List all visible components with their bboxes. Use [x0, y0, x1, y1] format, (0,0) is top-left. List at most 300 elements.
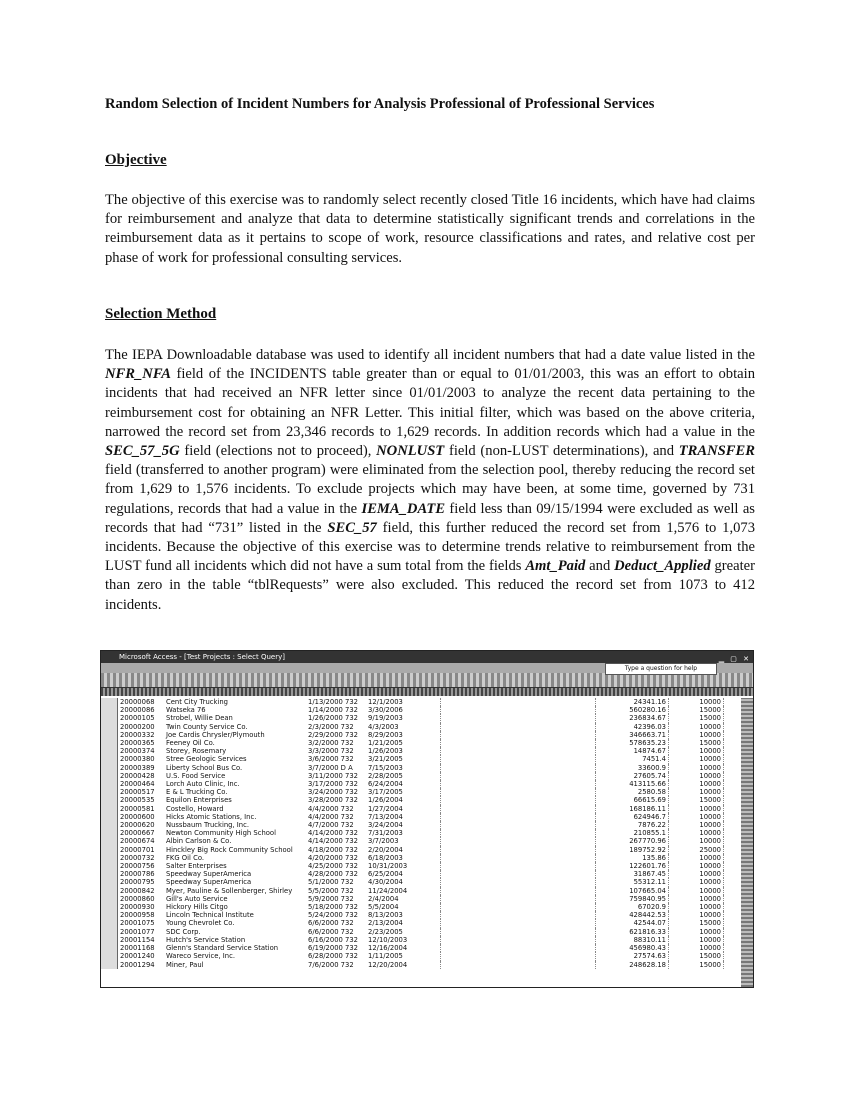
- table-cell: 20000086: [120, 706, 155, 715]
- table-cell: [441, 714, 596, 722]
- row-selector: [101, 887, 118, 895]
- row-selector: [101, 780, 118, 788]
- table-cell: Nussbaum Trucking, Inc.: [166, 821, 250, 830]
- table-cell: 20000860: [120, 894, 155, 903]
- table-cell: 10000: [669, 878, 724, 886]
- row-selector: [101, 919, 118, 927]
- table-cell: 210855.1: [596, 829, 669, 837]
- window-controls: ▁ ▢ ✕: [718, 655, 751, 663]
- table-cell: U.S. Food Service: [166, 771, 226, 780]
- table-cell: [441, 837, 596, 845]
- table-cell: 3/17/2000 732: [308, 780, 358, 789]
- table-cell: 413115.66: [596, 780, 669, 788]
- table-cell: 42396.03: [596, 723, 669, 731]
- table-cell: 10000: [669, 870, 724, 878]
- table-cell: 6/18/2003: [368, 853, 403, 862]
- table-cell: 10000: [669, 911, 724, 919]
- column-header-row: [101, 688, 753, 696]
- table-row: [101, 862, 724, 870]
- table-cell: 10000: [669, 764, 724, 772]
- table-cell: 4/20/2000 732: [308, 853, 358, 862]
- table-cell: 10000: [669, 731, 724, 739]
- table-cell: Newton Community High School: [166, 829, 276, 838]
- row-selector: [101, 961, 118, 969]
- table-cell: 20001240: [120, 952, 155, 961]
- table-cell: Albin Carlson & Co.: [166, 837, 232, 846]
- table-cell: 20001168: [120, 944, 155, 953]
- table-cell: [441, 796, 596, 804]
- table-cell: 20000786: [120, 870, 155, 879]
- table-cell: 31867.45: [596, 870, 669, 878]
- table-row: [101, 887, 724, 895]
- table-cell: [441, 903, 596, 911]
- table-cell: 10000: [669, 936, 724, 944]
- query-results-table: [101, 698, 724, 969]
- table-cell: 20000389: [120, 763, 155, 772]
- table-row: [101, 952, 724, 960]
- table-cell: 27574.63: [596, 952, 669, 960]
- table-cell: 2/23/2005: [368, 927, 403, 936]
- row-selector: [101, 952, 118, 960]
- row-selector: [101, 936, 118, 944]
- table-cell: 7/31/2003: [368, 829, 403, 838]
- table-cell: 20000958: [120, 911, 155, 920]
- table-cell: 15000: [669, 739, 724, 747]
- table-cell: 6/24/2004: [368, 780, 403, 789]
- table-row: [101, 837, 724, 845]
- table-cell: 10000: [669, 813, 724, 821]
- table-cell: [441, 780, 596, 788]
- table-cell: 3/7/2000 D A: [308, 763, 353, 772]
- table-cell: 20000756: [120, 862, 155, 871]
- table-cell: 9/19/2003: [368, 714, 403, 723]
- row-selector: [101, 739, 118, 747]
- table-cell: 10/31/2003: [368, 862, 408, 871]
- table-cell: 1/11/2005: [368, 952, 403, 961]
- table-row: [101, 747, 724, 755]
- table-cell: 20001075: [120, 919, 155, 928]
- field-name: Amt_Paid: [525, 558, 586, 575]
- table-cell: 20000674: [120, 837, 155, 846]
- table-cell: 1/21/2005: [368, 739, 403, 748]
- row-selector: [101, 723, 118, 731]
- table-cell: 2/29/2000 732: [308, 730, 358, 739]
- table-row: [101, 780, 724, 788]
- table-cell: 7/15/2003: [368, 763, 403, 772]
- table-cell: 122601.76: [596, 862, 669, 870]
- table-cell: 8/13/2003: [368, 911, 403, 920]
- table-cell: 3/6/2000 732: [308, 755, 354, 764]
- table-cell: 4/18/2000 732: [308, 845, 358, 854]
- table-cell: Twin County Service Co.: [166, 722, 248, 731]
- field-name: SEC_57: [327, 519, 377, 536]
- table-cell: 189752.92: [596, 846, 669, 854]
- table-cell: 12/1/2003: [368, 698, 403, 706]
- table-cell: 4/25/2000 732: [308, 862, 358, 871]
- table-cell: 6/19/2000 732: [308, 944, 358, 953]
- row-selector: [101, 928, 118, 936]
- table-cell: [441, 895, 596, 903]
- table-cell: 624946.7: [596, 813, 669, 821]
- table-cell: 55312.11: [596, 878, 669, 886]
- table-cell: Storey, Rosemary: [166, 747, 227, 756]
- table-cell: 5/5/2004: [368, 903, 399, 912]
- table-cell: Hicks Atomic Stations, Inc.: [166, 812, 257, 821]
- table-cell: 20000581: [120, 804, 155, 813]
- table-cell: 10000: [669, 780, 724, 788]
- row-selector: [101, 772, 118, 780]
- table-cell: 135.86: [596, 854, 669, 862]
- table-row: [101, 706, 724, 714]
- row-selector: [101, 764, 118, 772]
- table-cell: 7876.22: [596, 821, 669, 829]
- field-name: TRANSFER: [678, 443, 755, 460]
- table-cell: Hickory Hills Citgo: [166, 903, 228, 912]
- table-cell: [441, 878, 596, 886]
- table-row: [101, 772, 724, 780]
- table-row: [101, 739, 724, 747]
- table-cell: [441, 911, 596, 919]
- table-cell: 168186.11: [596, 805, 669, 813]
- table-cell: 346663.71: [596, 731, 669, 739]
- table-cell: 10000: [669, 895, 724, 903]
- table-cell: 15000: [669, 706, 724, 714]
- table-cell: 4/3/2003: [368, 722, 399, 731]
- row-selector: [101, 747, 118, 755]
- table-cell: [441, 764, 596, 772]
- table-cell: 10000: [669, 928, 724, 936]
- row-selector: [101, 698, 118, 706]
- table-cell: 3/21/2005: [368, 755, 403, 764]
- row-selector: [101, 870, 118, 878]
- table-cell: [441, 813, 596, 821]
- table-cell: 20000380: [120, 755, 155, 764]
- table-row: [101, 961, 724, 969]
- table-cell: 560280.16: [596, 706, 669, 714]
- table-row: [101, 755, 724, 763]
- table-cell: [441, 788, 596, 796]
- table-cell: 20000517: [120, 788, 155, 797]
- table-cell: 6/6/2000 732: [308, 919, 354, 928]
- table-cell: 107665.04: [596, 887, 669, 895]
- table-cell: 20001294: [120, 960, 155, 969]
- table-row: [101, 919, 724, 927]
- table-cell: [441, 739, 596, 747]
- row-selector: [101, 796, 118, 804]
- table-cell: 2/4/2004: [368, 894, 399, 903]
- table-row: [101, 805, 724, 813]
- table-cell: 4/4/2000 732: [308, 804, 354, 813]
- table-cell: 6/28/2000 732: [308, 952, 358, 961]
- toolbar: [101, 673, 753, 688]
- table-cell: 12/16/2004: [368, 944, 408, 953]
- table-row: [101, 788, 724, 796]
- table-row: [101, 944, 724, 952]
- table-cell: 10000: [669, 887, 724, 895]
- table-cell: 3/24/2000 732: [308, 788, 358, 797]
- table-cell: 66615.69: [596, 796, 669, 804]
- table-cell: Joe Cardis Chrysler/Plymouth: [166, 730, 265, 739]
- table-cell: 7/6/2000 732: [308, 960, 354, 969]
- table-cell: Miner, Paul: [166, 960, 204, 969]
- table-cell: 10000: [669, 755, 724, 763]
- table-cell: Lorch Auto Clinic, Inc.: [166, 780, 240, 789]
- row-selector: [101, 829, 118, 837]
- table-cell: [441, 698, 596, 706]
- table-cell: [441, 928, 596, 936]
- table-cell: 456980.43: [596, 944, 669, 952]
- table-cell: Speedway SuperAmerica: [166, 870, 252, 879]
- table-cell: Lincoln Technical Institute: [166, 911, 254, 920]
- table-cell: 20000365: [120, 739, 155, 748]
- page-title: Random Selection of Incident Numbers for Analysis Professional of Professional Services: [105, 96, 655, 112]
- objective-heading: Objective: [105, 152, 167, 168]
- table-cell: [441, 961, 596, 969]
- table-row: [101, 870, 724, 878]
- row-selector: [101, 878, 118, 886]
- table-cell: [441, 887, 596, 895]
- table-row: [101, 731, 724, 739]
- row-selector: [101, 911, 118, 919]
- table-cell: 2/3/2000 732: [308, 722, 354, 731]
- table-cell: 20000795: [120, 878, 155, 887]
- table-row: [101, 764, 724, 772]
- table-cell: [441, 944, 596, 952]
- query-screenshot: [100, 650, 754, 988]
- table-cell: 759840.95: [596, 895, 669, 903]
- table-cell: 88310.11: [596, 936, 669, 944]
- window-title: Microsoft Access - [Test Projects : Select Query]: [119, 653, 285, 661]
- table-cell: [441, 772, 596, 780]
- table-cell: Myer, Pauline & Sollenberger, Shirley: [166, 886, 293, 895]
- row-selector: [101, 805, 118, 813]
- table-cell: [441, 747, 596, 755]
- table-cell: 3/17/2005: [368, 788, 403, 797]
- table-cell: 4/7/2000 732: [308, 821, 354, 830]
- table-cell: 10000: [669, 854, 724, 862]
- table-cell: 3/3/2000 732: [308, 747, 354, 756]
- row-selector: [101, 731, 118, 739]
- table-row: [101, 829, 724, 837]
- table-cell: 248628.18: [596, 961, 669, 969]
- table-cell: 10000: [669, 829, 724, 837]
- table-cell: [441, 846, 596, 854]
- field-name: SEC_57_5G: [105, 443, 180, 460]
- table-cell: 24341.16: [596, 698, 669, 706]
- table-cell: Hinckley Big Rock Community School: [166, 845, 293, 854]
- table-cell: Liberty School Bus Co.: [166, 763, 243, 772]
- table-cell: 236834.67: [596, 714, 669, 722]
- table-row: [101, 911, 724, 919]
- row-selector: [101, 821, 118, 829]
- selection-method-heading: Selection Method: [105, 306, 217, 322]
- table-cell: 8/29/2003: [368, 730, 403, 739]
- table-cell: [441, 829, 596, 837]
- table-cell: 4/4/2000 732: [308, 812, 354, 821]
- table-cell: 578635.23: [596, 739, 669, 747]
- table-cell: 2/28/2005: [368, 771, 403, 780]
- table-row: [101, 903, 724, 911]
- table-cell: 20000701: [120, 845, 155, 854]
- table-cell: 10000: [669, 903, 724, 911]
- table-row: [101, 895, 724, 903]
- table-cell: 20000464: [120, 780, 155, 789]
- row-selector: [101, 895, 118, 903]
- row-selector: [101, 837, 118, 845]
- table-cell: 4/14/2000 732: [308, 829, 358, 838]
- table-cell: 6/25/2004: [368, 870, 403, 879]
- row-selector: [101, 788, 118, 796]
- table-cell: [441, 862, 596, 870]
- table-cell: 11/24/2004: [368, 886, 408, 895]
- table-cell: 6/6/2000 732: [308, 927, 354, 936]
- table-cell: 12/10/2003: [368, 935, 408, 944]
- table-cell: 20000535: [120, 796, 155, 805]
- field-name: NFR_NFA: [105, 366, 171, 383]
- table-row: [101, 813, 724, 821]
- table-cell: 20000732: [120, 853, 155, 862]
- table-cell: 20000667: [120, 829, 155, 838]
- table-cell: [441, 854, 596, 862]
- help-search-box: Type a question for help: [605, 663, 717, 675]
- table-cell: 1/26/2004: [368, 796, 403, 805]
- table-row: [101, 796, 724, 804]
- table-cell: 5/9/2000 732: [308, 894, 354, 903]
- objective-paragraph: The objective of this exercise was to randomly select recently closed Title 16 incidents, which have had claims for reimbursement and analyze that data to determine statistically significant trends and correlations in the reimbursement data as it pertains to scope of work, resource classifications and rates, and relative cost per phase of work for professional consulting services.: [105, 192, 755, 266]
- table-cell: 3/7/2003: [368, 837, 399, 846]
- field-name: NONLUST: [376, 443, 445, 460]
- table-cell: 67020.9: [596, 903, 669, 911]
- table-cell: 15000: [669, 961, 724, 969]
- table-cell: [441, 936, 596, 944]
- table-cell: 15000: [669, 796, 724, 804]
- table-cell: 3/24/2004: [368, 821, 403, 830]
- table-cell: 3/11/2000 732: [308, 771, 358, 780]
- window-titlebar: [101, 651, 753, 663]
- table-cell: Glenn's Standard Service Station: [166, 944, 279, 953]
- table-row: [101, 854, 724, 862]
- table-cell: 1/14/2000 732: [308, 706, 358, 715]
- table-cell: 621816.33: [596, 928, 669, 936]
- table-cell: 5/18/2000 732: [308, 903, 358, 912]
- table-cell: [441, 755, 596, 763]
- table-row: [101, 878, 724, 886]
- table-cell: [441, 723, 596, 731]
- table-cell: 10000: [669, 805, 724, 813]
- row-selector: [101, 846, 118, 854]
- table-cell: 10000: [669, 862, 724, 870]
- table-cell: 10000: [669, 944, 724, 952]
- table-cell: 20000620: [120, 821, 155, 830]
- field-name: IEMA_DATE: [361, 500, 446, 517]
- table-cell: 2/13/2004: [368, 919, 403, 928]
- table-row: [101, 714, 724, 722]
- table-cell: Cent City Trucking: [166, 698, 228, 706]
- table-cell: Gill's Auto Service: [166, 894, 228, 903]
- table-cell: [441, 952, 596, 960]
- table-cell: Feeney Oil Co.: [166, 739, 215, 748]
- table-cell: 1/26/2000 732: [308, 714, 358, 723]
- table-cell: Salter Enterprises: [166, 862, 227, 871]
- table-cell: 10000: [669, 837, 724, 845]
- table-cell: 27605.74: [596, 772, 669, 780]
- table-cell: Watseka 76: [166, 706, 206, 715]
- table-cell: 20000374: [120, 747, 155, 756]
- table-cell: Strobel, Willie Dean: [166, 714, 233, 723]
- table-cell: 4/30/2004: [368, 878, 403, 887]
- table-row: [101, 928, 724, 936]
- table-cell: 14874.67: [596, 747, 669, 755]
- row-selector: [101, 706, 118, 714]
- table-cell: 3/28/2000 732: [308, 796, 358, 805]
- table-cell: Costello, Howard: [166, 804, 224, 813]
- table-cell: FKG Oil Co.: [166, 853, 205, 862]
- table-cell: 20000600: [120, 812, 155, 821]
- table-cell: 10000: [669, 723, 724, 731]
- table-cell: Equilon Enterprises: [166, 796, 232, 805]
- table-row: [101, 723, 724, 731]
- table-cell: 7/13/2004: [368, 812, 403, 821]
- table-cell: 5/5/2000 732: [308, 886, 354, 895]
- table-cell: 10000: [669, 698, 724, 706]
- table-cell: 3/2/2000 732: [308, 739, 354, 748]
- table-cell: 15000: [669, 714, 724, 722]
- table-cell: SDC Corp.: [166, 927, 201, 936]
- menu-bar: [101, 663, 753, 673]
- table-cell: [441, 870, 596, 878]
- table-cell: 10000: [669, 788, 724, 796]
- table-cell: 10000: [669, 821, 724, 829]
- table-cell: 25000: [669, 846, 724, 854]
- table-cell: [441, 919, 596, 927]
- table-cell: 10000: [669, 772, 724, 780]
- selection-method-paragraph: The IEPA Downloadable database was used to identify all incident numbers that had a date value listed in the NFR_NFA field of the INCIDENTS table greater than or equal to 01/01/2003, this was an effort to obtain incidents that had received an NFR letter since 01/01/2003 to analyze the recent data pertaining to the reimbursement cost for obtaining an NFR Letter. This initial filter, which was based on the above criteria, narrowed the record set from 23,346 records to 1,629 records. In addition records which had a value in the SEC_57_5G field (elections not to proceed), NONLUST field (non-LUST determinations), and TRANSFER field (transferred to another program) were eliminated from the selection pool, thereby reducing the record set from 1,629 to 1,576 incidents. To exclude projects which may have been, at some time, governed by 731 regulations, records that had a value in the IEMA_DATE field less than 09/15/1994 were excluded as well as records that had “731” listed in the SEC_57 field, this further reduced the record set from 1,576 to 1,073 incidents. Because the objective of this exercise was to determine trends relative to reimbursement from the LUST fund all incidents which did not have a sum total from the fields Amt_Paid and Deduct_Applied greater than zero in the table “tblRequests” were also excluded. This reduced the record set from 1073 to 412 incidents.: [105, 347, 755, 613]
- field-name: Deduct_Applied: [614, 558, 711, 575]
- table-cell: Wareco Service, Inc.: [166, 952, 235, 961]
- row-selector: [101, 714, 118, 722]
- row-selector: [101, 903, 118, 911]
- row-selector: [101, 813, 118, 821]
- table-cell: 33600.9: [596, 764, 669, 772]
- table-cell: 2580.58: [596, 788, 669, 796]
- table-cell: 20001154: [120, 935, 155, 944]
- table-cell: Hutch's Service Station: [166, 935, 246, 944]
- table-cell: 20000068: [120, 698, 155, 706]
- table-cell: 1/27/2004: [368, 804, 403, 813]
- row-selector: [101, 854, 118, 862]
- table-cell: [441, 731, 596, 739]
- table-cell: [441, 821, 596, 829]
- table-cell: 20000930: [120, 903, 155, 912]
- table-cell: [441, 805, 596, 813]
- table-cell: 428442.53: [596, 911, 669, 919]
- table-cell: 5/1/2000 732: [308, 878, 354, 887]
- table-cell: 15000: [669, 919, 724, 927]
- table-cell: 20000842: [120, 886, 155, 895]
- table-cell: Speedway SuperAmerica: [166, 878, 252, 887]
- table-row: [101, 821, 724, 829]
- table-cell: E & L Trucking Co.: [166, 788, 228, 797]
- table-row: [101, 698, 724, 706]
- table-row: [101, 936, 724, 944]
- row-selector: [101, 862, 118, 870]
- table-cell: 42544.07: [596, 919, 669, 927]
- table-cell: 20001077: [120, 927, 155, 936]
- table-cell: 20000105: [120, 714, 155, 723]
- row-selector: [101, 755, 118, 763]
- table-cell: 1/13/2000 732: [308, 698, 358, 706]
- table-cell: 7451.4: [596, 755, 669, 763]
